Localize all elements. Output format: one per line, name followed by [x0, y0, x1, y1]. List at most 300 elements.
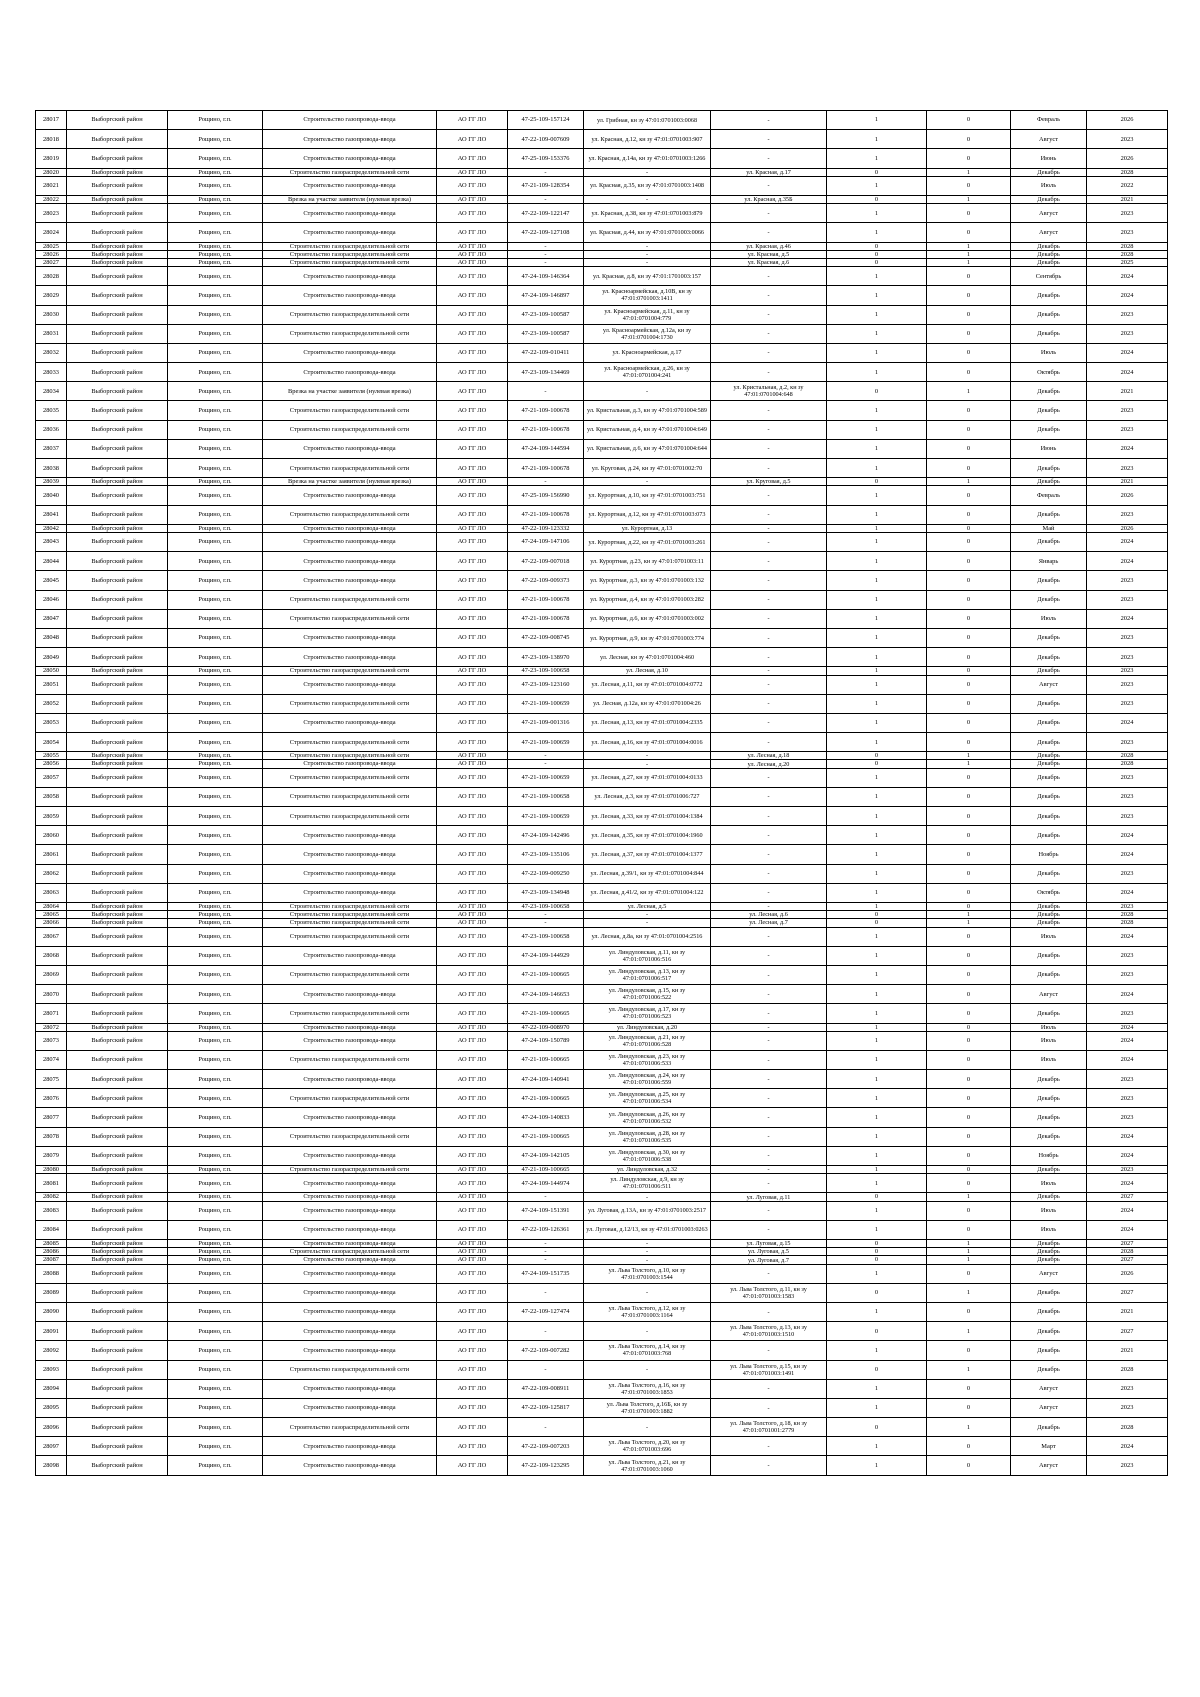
cell-count-b: 0 [927, 486, 1011, 505]
cell-count-a: 1 [827, 1201, 927, 1220]
cell-planned-address: - [711, 628, 827, 647]
cell-planned-address: - [711, 787, 827, 806]
cell-planned-address: - [711, 343, 827, 362]
cell-settlement: Рощино, г.п. [168, 1108, 263, 1127]
cell-settlement: Рощино, г.п. [168, 760, 263, 768]
cell-planned-address: - [711, 223, 827, 242]
cell-district: Выборгский район [67, 505, 168, 524]
cell-organization: АО ГГ ЛО [437, 609, 508, 628]
cell-work-type: Строительство газораспределительной сети [263, 667, 437, 675]
cell-year: 2027 [1087, 1193, 1168, 1201]
cell-object-address: - [584, 258, 711, 266]
cell-planned-address: - [711, 1146, 827, 1165]
cell-row-number: 28070 [36, 985, 67, 1004]
table-row [36, 1283, 1168, 1302]
cell-month: Декабрь [1011, 768, 1087, 787]
cell-row-number: 28089 [36, 1283, 67, 1302]
cell-object-address: ул. Линдуловская, д.24, кн зу 47:01:0701006:559 [584, 1070, 711, 1089]
cell-row-number: 28030 [36, 305, 67, 324]
table-row [36, 363, 1168, 382]
cell-year: 2023 [1087, 459, 1168, 478]
cell-district: Выборгский район [67, 258, 168, 266]
cell-planned-address: - [711, 1437, 827, 1456]
cell-month: Декабрь [1011, 1418, 1087, 1437]
table-row [36, 1070, 1168, 1089]
table-row [36, 305, 1168, 324]
cell-month: Июль [1011, 1201, 1087, 1220]
cell-row-number: 28036 [36, 420, 67, 439]
cell-count-a: 1 [827, 985, 927, 1004]
cell-work-type: Строительство газопровода-ввода [263, 1322, 437, 1341]
cell-row-number: 28035 [36, 401, 67, 420]
cell-organization: АО ГГ ЛО [437, 459, 508, 478]
cell-year: 2024 [1087, 1437, 1168, 1456]
cell-row-number: 28092 [36, 1341, 67, 1360]
cell-work-type: Строительство газопровода-ввода [263, 439, 437, 458]
cell-application-number: 47-24-109-144594 [508, 439, 584, 458]
cell-planned-address: - [711, 505, 827, 524]
cell-district: Выборгский район [67, 1437, 168, 1456]
cell-count-b: 1 [927, 1193, 1011, 1201]
cell-application-number: - [508, 1322, 584, 1341]
cell-district: Выборгский район [67, 713, 168, 732]
cell-object-address: ул. Лесная, д.37, кн зу 47:01:0701004:1377 [584, 845, 711, 864]
cell-planned-address: - [711, 694, 827, 713]
cell-object-address: - [584, 382, 711, 401]
cell-planned-address: ул. Луговая, д.5 [711, 1248, 827, 1256]
cell-planned-address: - [711, 1220, 827, 1239]
cell-count-a: 1 [827, 505, 927, 524]
cell-count-b: 0 [927, 1023, 1011, 1031]
cell-month: Декабрь [1011, 286, 1087, 305]
cell-district: Выборгский район [67, 195, 168, 203]
cell-object-address: ул. Лесная, д.41/2, кн зу 47:01:0701004:122 [584, 883, 711, 902]
cell-count-b: 1 [927, 1256, 1011, 1264]
cell-object-address: - [584, 919, 711, 927]
cell-work-type: Строительство газопровода-ввода [263, 363, 437, 382]
cell-district: Выборгский район [67, 1089, 168, 1108]
cell-work-type: Врезка на участке заявителя (нулевая врезка) [263, 195, 437, 203]
cell-application-number: 47-22-109-007282 [508, 1341, 584, 1360]
cell-settlement: Рощино, г.п. [168, 713, 263, 732]
cell-year: 2023 [1087, 571, 1168, 590]
cell-application-number: 47-24-109-150789 [508, 1031, 584, 1050]
cell-settlement: Рощино, г.п. [168, 524, 263, 532]
cell-object-address: ул. Лесная, д.11, кн зу 47:01:0701004:0772 [584, 675, 711, 694]
cell-application-number: 47-21-109-128354 [508, 176, 584, 195]
cell-settlement: Рощино, г.п. [168, 1256, 263, 1264]
cell-object-address: - [584, 242, 711, 250]
cell-district: Выборгский район [67, 1201, 168, 1220]
cell-year: 2028 [1087, 1418, 1168, 1437]
cell-planned-address: - [711, 363, 827, 382]
cell-count-b: 0 [927, 204, 1011, 223]
cell-month: Июль [1011, 343, 1087, 362]
cell-year: 2028 [1087, 168, 1168, 176]
table-row [36, 1322, 1168, 1341]
cell-count-a: 1 [827, 733, 927, 752]
cell-organization: АО ГГ ЛО [437, 675, 508, 694]
cell-count-a: 1 [827, 401, 927, 420]
cell-work-type: Строительство газораспределительной сети [263, 919, 437, 927]
cell-month: Декабрь [1011, 420, 1087, 439]
cell-work-type: Строительство газораспределительной сети [263, 505, 437, 524]
cell-settlement: Рощино, г.п. [168, 111, 263, 130]
cell-district: Выборгский район [67, 1240, 168, 1248]
cell-planned-address: - [711, 305, 827, 324]
table-row [36, 807, 1168, 826]
cell-month: Июль [1011, 1023, 1087, 1031]
cell-district: Выборгский район [67, 985, 168, 1004]
cell-row-number: 28096 [36, 1418, 67, 1437]
cell-count-a: 0 [827, 195, 927, 203]
cell-object-address: ул. Круговая, д.24, кн зу 47:01:0701002:70 [584, 459, 711, 478]
cell-year: 2021 [1087, 1341, 1168, 1360]
cell-count-b: 0 [927, 343, 1011, 362]
cell-object-address: ул. Лесная, кн зу 47:01:0701004:460 [584, 648, 711, 667]
cell-application-number: 47-22-109-010411 [508, 343, 584, 362]
cell-application-number: - [508, 478, 584, 486]
table-row [36, 401, 1168, 420]
cell-month: Август [1011, 1398, 1087, 1417]
table-row [36, 946, 1168, 965]
cell-year: 2023 [1087, 694, 1168, 713]
cell-district: Выборгский район [67, 286, 168, 305]
cell-count-a: 1 [827, 305, 927, 324]
cell-organization: АО ГГ ЛО [437, 628, 508, 647]
cell-count-b: 1 [927, 1283, 1011, 1302]
cell-count-b: 0 [927, 713, 1011, 732]
cell-month: Сентябрь [1011, 267, 1087, 286]
cell-settlement: Рощино, г.п. [168, 571, 263, 590]
cell-count-b: 0 [927, 1302, 1011, 1321]
cell-count-a: 1 [827, 111, 927, 130]
cell-count-a: 1 [827, 864, 927, 883]
cell-row-number: 28045 [36, 571, 67, 590]
cell-year: 2028 [1087, 911, 1168, 919]
cell-month: Ноябрь [1011, 1146, 1087, 1165]
cell-year: 2023 [1087, 401, 1168, 420]
cell-year: 2023 [1087, 204, 1168, 223]
cell-year: 2028 [1087, 760, 1168, 768]
cell-month: Декабрь [1011, 1070, 1087, 1089]
cell-district: Выборгский район [67, 250, 168, 258]
cell-month: Август [1011, 985, 1087, 1004]
cell-row-number: 28098 [36, 1456, 67, 1475]
cell-work-type: Строительство газопровода-ввода [263, 946, 437, 965]
cell-count-b: 1 [927, 911, 1011, 919]
cell-row-number: 28078 [36, 1127, 67, 1146]
cell-district: Выборгский район [67, 420, 168, 439]
cell-organization: АО ГГ ЛО [437, 1174, 508, 1193]
cell-year: 2023 [1087, 1166, 1168, 1174]
cell-work-type: Строительство газопровода-ввода [263, 286, 437, 305]
cell-planned-address: - [711, 149, 827, 168]
cell-organization: АО ГГ ЛО [437, 204, 508, 223]
table-row [36, 1256, 1168, 1264]
table-row [36, 1437, 1168, 1456]
cell-count-b: 0 [927, 902, 1011, 910]
cell-object-address: ул. Льва Толстого, д.16, кн зу 47:01:0701003:1853 [584, 1379, 711, 1398]
cell-organization: АО ГГ ЛО [437, 1360, 508, 1379]
table-row [36, 1108, 1168, 1127]
cell-year: 2023 [1087, 675, 1168, 694]
cell-settlement: Рощино, г.п. [168, 130, 263, 149]
cell-organization: АО ГГ ЛО [437, 1193, 508, 1201]
cell-application-number: 47-21-109-100665 [508, 965, 584, 984]
cell-district: Выборгский район [67, 752, 168, 760]
cell-district: Выборгский район [67, 946, 168, 965]
cell-count-b: 1 [927, 1360, 1011, 1379]
cell-month: Декабрь [1011, 628, 1087, 647]
cell-count-b: 0 [927, 1089, 1011, 1108]
cell-organization: АО ГГ ЛО [437, 1264, 508, 1283]
cell-month: Декабрь [1011, 760, 1087, 768]
table-row [36, 1220, 1168, 1239]
cell-year: 2028 [1087, 250, 1168, 258]
cell-count-b: 0 [927, 826, 1011, 845]
cell-organization: АО ГГ ЛО [437, 1456, 508, 1475]
cell-count-b: 0 [927, 590, 1011, 609]
cell-object-address: - [584, 1256, 711, 1264]
cell-district: Выборгский район [67, 648, 168, 667]
cell-year: 2026 [1087, 1264, 1168, 1283]
table-row [36, 1201, 1168, 1220]
cell-planned-address: ул. Красная, д.5 [711, 250, 827, 258]
cell-count-b: 0 [927, 648, 1011, 667]
table-row [36, 382, 1168, 401]
cell-district: Выборгский район [67, 343, 168, 362]
table-row [36, 1166, 1168, 1174]
cell-district: Выборгский район [67, 628, 168, 647]
cell-year: 2023 [1087, 130, 1168, 149]
cell-month: Июль [1011, 609, 1087, 628]
cell-settlement: Рощино, г.п. [168, 258, 263, 266]
cell-application-number: 47-21-109-100665 [508, 1004, 584, 1023]
cell-object-address: - [584, 1418, 711, 1437]
cell-object-address: - [584, 250, 711, 258]
cell-object-address: ул. Лесная, д.39/1, кн зу 47:01:0701004:844 [584, 864, 711, 883]
cell-year: 2023 [1087, 305, 1168, 324]
cell-organization: АО ГГ ЛО [437, 902, 508, 910]
cell-month: Декабрь [1011, 826, 1087, 845]
cell-work-type: Строительство газопровода-ввода [263, 1240, 437, 1248]
cell-organization: АО ГГ ЛО [437, 439, 508, 458]
cell-count-a: 1 [827, 1264, 927, 1283]
cell-year: 2023 [1087, 628, 1168, 647]
cell-count-b: 0 [927, 965, 1011, 984]
cell-settlement: Рощино, г.п. [168, 1248, 263, 1256]
cell-application-number: - [508, 1240, 584, 1248]
cell-year: 2027 [1087, 1240, 1168, 1248]
cell-work-type: Строительство газопровода-ввода [263, 267, 437, 286]
cell-month: Ноябрь [1011, 845, 1087, 864]
cell-settlement: Рощино, г.п. [168, 927, 263, 946]
cell-district: Выборгский район [67, 1322, 168, 1341]
cell-application-number: 47-21-109-100659 [508, 694, 584, 713]
cell-organization: АО ГГ ЛО [437, 1220, 508, 1239]
cell-application-number: 47-22-109-007203 [508, 1437, 584, 1456]
cell-district: Выборгский район [67, 1256, 168, 1264]
cell-month: Декабрь [1011, 505, 1087, 524]
cell-count-a: 1 [827, 1456, 927, 1475]
cell-month: Август [1011, 204, 1087, 223]
cell-planned-address: - [711, 204, 827, 223]
cell-object-address: - [584, 478, 711, 486]
cell-organization: АО ГГ ЛО [437, 1302, 508, 1321]
cell-count-b: 0 [927, 459, 1011, 478]
cell-settlement: Рощино, г.п. [168, 1166, 263, 1174]
cell-organization: АО ГГ ЛО [437, 401, 508, 420]
cell-work-type: Строительство газопровода-ввода [263, 552, 437, 571]
cell-object-address: ул. Линдуловская, д.13, кн зу 47:01:0701006:517 [584, 965, 711, 984]
cell-month: Декабрь [1011, 258, 1087, 266]
cell-count-b: 0 [927, 420, 1011, 439]
cell-organization: АО ГГ ЛО [437, 505, 508, 524]
cell-planned-address: - [711, 324, 827, 343]
cell-row-number: 28068 [36, 946, 67, 965]
cell-row-number: 28054 [36, 733, 67, 752]
cell-work-type: Строительство газопровода-ввода [263, 176, 437, 195]
cell-application-number: 47-22-109-009250 [508, 864, 584, 883]
cell-work-type: Строительство газопровода-ввода [263, 1341, 437, 1360]
cell-settlement: Рощино, г.п. [168, 648, 263, 667]
cell-work-type: Строительство газопровода-ввода [263, 1174, 437, 1193]
cell-organization: АО ГГ ЛО [437, 343, 508, 362]
cell-planned-address: ул. Лесная, д.20 [711, 760, 827, 768]
cell-month: Декабрь [1011, 1248, 1087, 1256]
cell-count-a: 0 [827, 919, 927, 927]
cell-organization: АО ГГ ЛО [437, 864, 508, 883]
cell-planned-address: - [711, 571, 827, 590]
cell-application-number: - [508, 1283, 584, 1302]
cell-object-address: - [584, 1360, 711, 1379]
cell-planned-address: ул. Луговая, д.7 [711, 1256, 827, 1264]
cell-work-type: Врезка на участке заявителя (нулевая врезка) [263, 382, 437, 401]
cell-application-number: 47-24-109-146653 [508, 985, 584, 1004]
cell-planned-address: - [711, 286, 827, 305]
cell-settlement: Рощино, г.п. [168, 807, 263, 826]
cell-year: 2023 [1087, 1004, 1168, 1023]
cell-settlement: Рощино, г.п. [168, 1146, 263, 1165]
cell-year: 2024 [1087, 532, 1168, 551]
cell-organization: АО ГГ ЛО [437, 149, 508, 168]
cell-planned-address: - [711, 486, 827, 505]
cell-settlement: Рощино, г.п. [168, 486, 263, 505]
cell-settlement: Рощино, г.п. [168, 382, 263, 401]
cell-count-b: 0 [927, 149, 1011, 168]
cell-year: 2028 [1087, 752, 1168, 760]
cell-year: 2024 [1087, 845, 1168, 864]
cell-application-number: - [508, 195, 584, 203]
cell-settlement: Рощино, г.п. [168, 946, 263, 965]
cell-application-number: 47-24-109-146897 [508, 286, 584, 305]
cell-object-address: ул. Линдуловская, д.25, кн зу 47:01:0701006:534 [584, 1089, 711, 1108]
cell-application-number: - [508, 242, 584, 250]
cell-count-a: 0 [827, 752, 927, 760]
cell-year: 2023 [1087, 1379, 1168, 1398]
cell-district: Выборгский район [67, 130, 168, 149]
cell-object-address: ул. Кристальная, д.3, кн зу 47:01:0701004:589 [584, 401, 711, 420]
cell-row-number: 28074 [36, 1050, 67, 1069]
cell-application-number: 47-23-109-123160 [508, 675, 584, 694]
cell-count-a: 1 [827, 1166, 927, 1174]
cell-work-type: Строительство газопровода-ввода [263, 883, 437, 902]
cell-count-b: 1 [927, 752, 1011, 760]
cell-month: Декабрь [1011, 1193, 1087, 1201]
table-body [36, 111, 1168, 1476]
cell-row-number: 28043 [36, 532, 67, 551]
cell-year: 2026 [1087, 524, 1168, 532]
table-row [36, 1248, 1168, 1256]
cell-month: Декабрь [1011, 401, 1087, 420]
cell-count-b: 0 [927, 927, 1011, 946]
table-row [36, 176, 1168, 195]
cell-organization: АО ГГ ЛО [437, 242, 508, 250]
cell-object-address: ул. Курортная, д.10, кн зу 47:01:0701003:751 [584, 486, 711, 505]
cell-organization: АО ГГ ЛО [437, 1070, 508, 1089]
table-row [36, 459, 1168, 478]
cell-planned-address: ул. Лесная, д.6 [711, 911, 827, 919]
cell-count-a: 1 [827, 694, 927, 713]
cell-planned-address: ул. Лесная, д.7 [711, 919, 827, 927]
cell-count-b: 0 [927, 571, 1011, 590]
cell-count-a: 1 [827, 532, 927, 551]
table-row [36, 1146, 1168, 1165]
cell-row-number: 28057 [36, 768, 67, 787]
table-row [36, 919, 1168, 927]
cell-row-number: 28021 [36, 176, 67, 195]
cell-settlement: Рощино, г.п. [168, 752, 263, 760]
cell-count-a: 1 [827, 486, 927, 505]
cell-planned-address: ул. Красная, д.46 [711, 242, 827, 250]
cell-planned-address: - [711, 267, 827, 286]
cell-organization: АО ГГ ЛО [437, 667, 508, 675]
cell-settlement: Рощино, г.п. [168, 204, 263, 223]
cell-row-number: 28064 [36, 902, 67, 910]
cell-organization: АО ГГ ЛО [437, 1023, 508, 1031]
cell-settlement: Рощино, г.п. [168, 1341, 263, 1360]
cell-work-type: Строительство газораспределительной сети [263, 965, 437, 984]
cell-district: Выборгский район [67, 807, 168, 826]
cell-organization: АО ГГ ЛО [437, 1418, 508, 1437]
cell-row-number: 28023 [36, 204, 67, 223]
cell-district: Выборгский район [67, 1456, 168, 1475]
cell-settlement: Рощино, г.п. [168, 286, 263, 305]
cell-count-b: 0 [927, 324, 1011, 343]
cell-application-number: 47-21-109-100665 [508, 1127, 584, 1146]
cell-object-address: ул. Лесная, д.10 [584, 667, 711, 675]
cell-count-b: 0 [927, 1070, 1011, 1089]
cell-settlement: Рощино, г.п. [168, 363, 263, 382]
cell-count-b: 0 [927, 401, 1011, 420]
table-row [36, 478, 1168, 486]
cell-district: Выборгский район [67, 1360, 168, 1379]
cell-count-a: 1 [827, 648, 927, 667]
cell-district: Выборгский район [67, 1398, 168, 1417]
cell-work-type: Строительство газопровода-ввода [263, 486, 437, 505]
table-row [36, 648, 1168, 667]
cell-count-b: 0 [927, 1456, 1011, 1475]
cell-count-b: 0 [927, 176, 1011, 195]
cell-count-a: 1 [827, 965, 927, 984]
cell-planned-address: - [711, 1127, 827, 1146]
cell-count-b: 0 [927, 1031, 1011, 1050]
cell-count-b: 0 [927, 524, 1011, 532]
cell-year: 2027 [1087, 1322, 1168, 1341]
cell-district: Выборгский район [67, 1302, 168, 1321]
cell-row-number: 28037 [36, 439, 67, 458]
